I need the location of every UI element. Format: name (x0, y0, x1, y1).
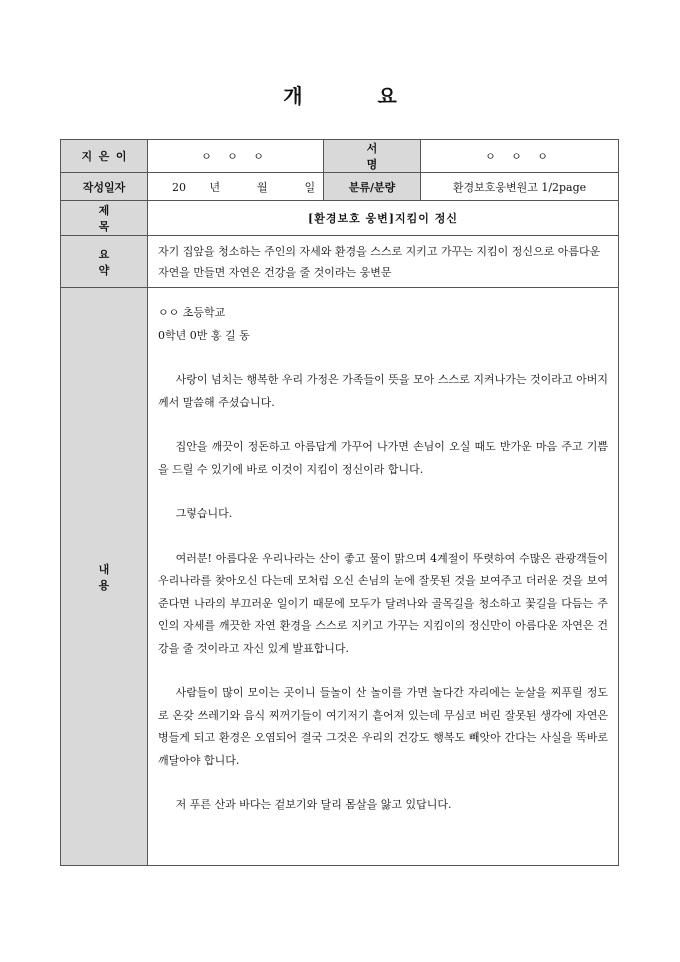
paragraph: 여러분! 아름다운 우리나라는 산이 좋고 물이 맑으며 4계절이 뚜렷하여 수많은 관광객들이 우리나라를 찾아오신 다는데 모처럼 오신 손님의 눈에 잘못된 것을 보여주고 더러운 것을 보여준다면 나라의 부끄러운 일이기 때문에 모두가 달려나와 골목길을 청소하고 꽃길을 다듬는 주인의 자세를 깨끗한 자연 환경을 스스로 지키고 가꾸는 지킴이의 정신만이 아름다운 자연은 건강을 줄 것이라고 자신 있게 발표합니다. (158, 551, 608, 655)
author-value: ㅇ ㅇ ㅇ (148, 140, 324, 173)
summary-label: 요 약 (61, 236, 148, 288)
title-row (61, 201, 619, 236)
book-name-label: 서 명 (324, 140, 421, 173)
paragraph: 사람들이 많이 모이는 곳이니 들놀이 산 놀이를 가면 놀다간 자리에는 눈살을 찌푸릴 정도로 온갖 쓰레기와 음식 찌꺼기들이 여기저기 흩어져 있는데 무심코 버린 잘못된 생각에 자연은 병들게 되고 환경은 오염되어 결국 그것은 우리의 건강도 행복도 빼앗아 간다는 사실을 똑바로 깨달아야 합니다. (158, 686, 608, 767)
title-value: [환경보호 웅변]지킴이 정신 (148, 201, 619, 236)
paragraph: 그렇습니다. (175, 507, 233, 520)
paragraph: 사랑이 넘치는 행복한 우리 가정은 가족들이 뜻을 모아 스스로 지켜나가는 것이라고 아버지께서 말씀해 주셨습니다. (158, 373, 608, 409)
content-row (61, 288, 619, 866)
category-label: 분류/분량 (324, 173, 421, 201)
author-label: 지은이 (61, 140, 148, 173)
category-value: 환경보호웅변원고 1/2page (421, 173, 619, 201)
date-row (61, 173, 619, 201)
date-day-unit: 일 (304, 180, 316, 194)
summary-value: 자기 집앞을 청소하는 주인의 자세와 환경을 스스로 지키고 가꾸는 지킴이 정신으로 아름다운 자연을 만들면 자연은 건강을 줄 것이라는 웅변문 (148, 236, 619, 288)
date-value (148, 173, 324, 201)
content-body (148, 288, 619, 866)
date-label: 작성일자 (61, 173, 148, 201)
page-title: 개 요 (283, 84, 431, 108)
date-month-unit: 월 (257, 180, 268, 194)
book-name-value: ㅇ ㅇ ㅇ (421, 140, 619, 173)
school-line: ㅇㅇ 초등학교 (158, 306, 226, 319)
author-row (61, 140, 619, 173)
date-year: 20 (172, 180, 186, 194)
student-line: 0학년 0반 홍 길 동 (158, 328, 250, 342)
paragraph: 저 푸른 산과 바다는 겉보기와 달리 몸살을 앓고 있답니다. (175, 798, 452, 811)
summary-table (60, 139, 619, 866)
paragraph: 집안을 깨끗이 정돈하고 아름답게 가꾸어 나가면 손님이 오실 때도 반가운 마음 주고 기쁨을 드릴 수 있기에 바로 이것이 지킴이 정신이라 합니다. (158, 440, 608, 476)
content-label: 내 용 (61, 288, 148, 866)
date-year-unit: 년 (209, 180, 221, 194)
title-label: 제 목 (61, 201, 148, 236)
summary-row (61, 236, 619, 288)
